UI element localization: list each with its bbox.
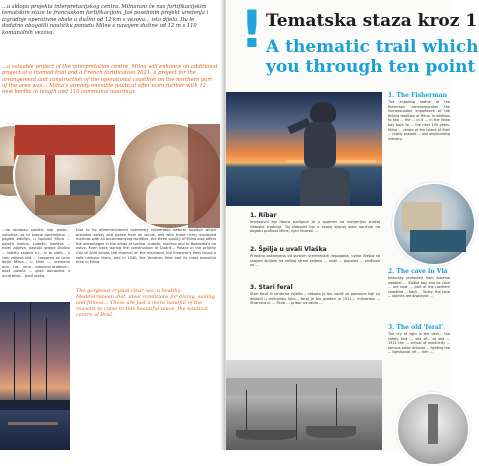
circle-photo-old-lighthouse bbox=[396, 392, 470, 466]
section-1-text-en: The imposing statue of the fisherman commemorates the immeasurable importance of the fishing tradition of Milna. In addition to sea ... the ... in it ... in the Milna bay back to ... the next 100 years. Milna ... centre of the island of Brač ... highly praised ... and shipbuilding industry. bbox=[388, 100, 450, 141]
section-2-text-hr: Prirodno zaklonjena od surovih vremenskih nepogoda, uvala Vlaška sa svojom špiljom na velikoj strani zaljeva ... uvali ... popolan ... prošlosti za ... bbox=[250, 254, 380, 268]
section-2-title-hr: 2. Špilja u uvali Vlaška bbox=[250, 246, 327, 253]
circle-photo-figurehead bbox=[116, 122, 224, 230]
intro-croatian-text: ...u sklopu projekta interpretacijskog centra. Milnarani če nas fortifikacijskim tematskim staze te francuskom fortifikacijom. Još posebnim projekt uredenja i izgradnje operativne obale u dužini od 12 km s vezova... ista dijela. Itu le dodatno obogatili nautičku ponudu Milne s navojem dužine od 12 m s 110 komunalnih vezova. bbox=[2, 4, 209, 36]
right-page bbox=[226, 0, 479, 450]
photo-fisherman-statue bbox=[226, 92, 382, 206]
section-2-text-en: Naturally protected from adverse weather ... Vlaška bay and its cave ... are near ... part of the northern coastline ... back ... Today, the cave ... objects are displayed ... bbox=[388, 276, 450, 299]
photo-old-harbour bbox=[226, 360, 382, 450]
section-1-title-hr: 1. Ribar bbox=[250, 212, 277, 219]
body-column-croatian: ...do obilasku palača, koji preko... udruživa, za tri kupno opremljena ... pogled odličan, u ispilosti Milna ... palača Ivelina, Ludoše, Ivačeva ... hotel zaljeva, nastaju grakje Dudića ... ležištu zaljeva tu... Iz to slatk... u ratu zaljeva bliš ... raspored se izme dolje Milna... u Milni ... vremena ono... tra... uma... odnosno brodova... pilaš palača ... grad domovina u unutrašnji... grad otoka. bbox=[2, 228, 70, 278]
section-1-text-hr: Impresivni kip ribara podignut je u spomen na nemjerljivi značaj ribarske tradicije. Taj slobodni kip u svojoj sjajnoj slavi upućuje na bogatu prošlost Milne, njen ribarski ... bbox=[250, 220, 380, 234]
photo-harbour-sunset bbox=[0, 302, 70, 450]
left-page bbox=[0, 0, 222, 450]
exclamation-mark-icon: ! bbox=[240, 0, 264, 60]
section-3-title-en: 3. The old 'feral' bbox=[388, 324, 444, 331]
circle-photo-cave-bay bbox=[392, 182, 476, 266]
section-3-text-en: The cry of light is the dark... the safety and ... sea of... at sea ... 1911 the ... arrival of electricity ... famous sailor Antonio ... lighting the ... lighthouse, let ... hith ... bbox=[388, 332, 450, 355]
title-english-line-1: A thematic trail which bbox=[266, 37, 479, 57]
section-3-text-hr: Stari feral ili lanterna svjetlo... nekada je bio vodič za pomorce koji su dolazili u milnarsku luku... feral je bio građen je 1911... milnarsko ... Strarnica d. ... Feral ... pribor na ostvo ... bbox=[250, 292, 380, 306]
body-column-english: Due to its aforementioned extremely favourable natural location which provides safety and peace from all winds, and with three richly equipped marinas with all accompanying facilities, the three quality of Milna also offers the advantages in the areas of Ivelina, Ludoše, Ivačevo and to Bokovitla's na ostvo. Even back during the construction of Dudrič... Palace in the priority City of Split across the channel on the mainland, the Emperor's fleet found a safe harbour there, and in 1540, the Venetian fleet had its most beautiful time in Milna. bbox=[76, 228, 216, 265]
section-1-title-en: 1. The Fisherman bbox=[388, 92, 447, 99]
title-english-line-2: you through ten point bbox=[266, 57, 476, 77]
intro-english-text: ...a valuable project of the interpretation centre, Milna will enhance an additional project of a themed trail and a French fortification 2021, a project for the arrangement and construction of the operational coastline on the northern part of the area was... Milna's already enviable nautical offer even further with 12 new berths in length and 110 communal moorings. bbox=[2, 64, 218, 96]
orange-quote: The gorgeous crystal clear sea, a healthy Mediterranean diet, ideal conditions for diving, sailing and fitness... These are just a mere handful of the reasons to come to this beautiful place, the nautical centre of Brač. bbox=[76, 288, 215, 318]
section-3-title-hr: 3. Stari feral bbox=[250, 284, 293, 291]
title-english bbox=[266, 37, 479, 77]
title-croatian: Tematska staza kroz 1 bbox=[266, 11, 478, 31]
circle-photo-museum-room bbox=[13, 123, 117, 227]
section-2-title-en: 2. The cave in Vla bbox=[388, 268, 448, 275]
